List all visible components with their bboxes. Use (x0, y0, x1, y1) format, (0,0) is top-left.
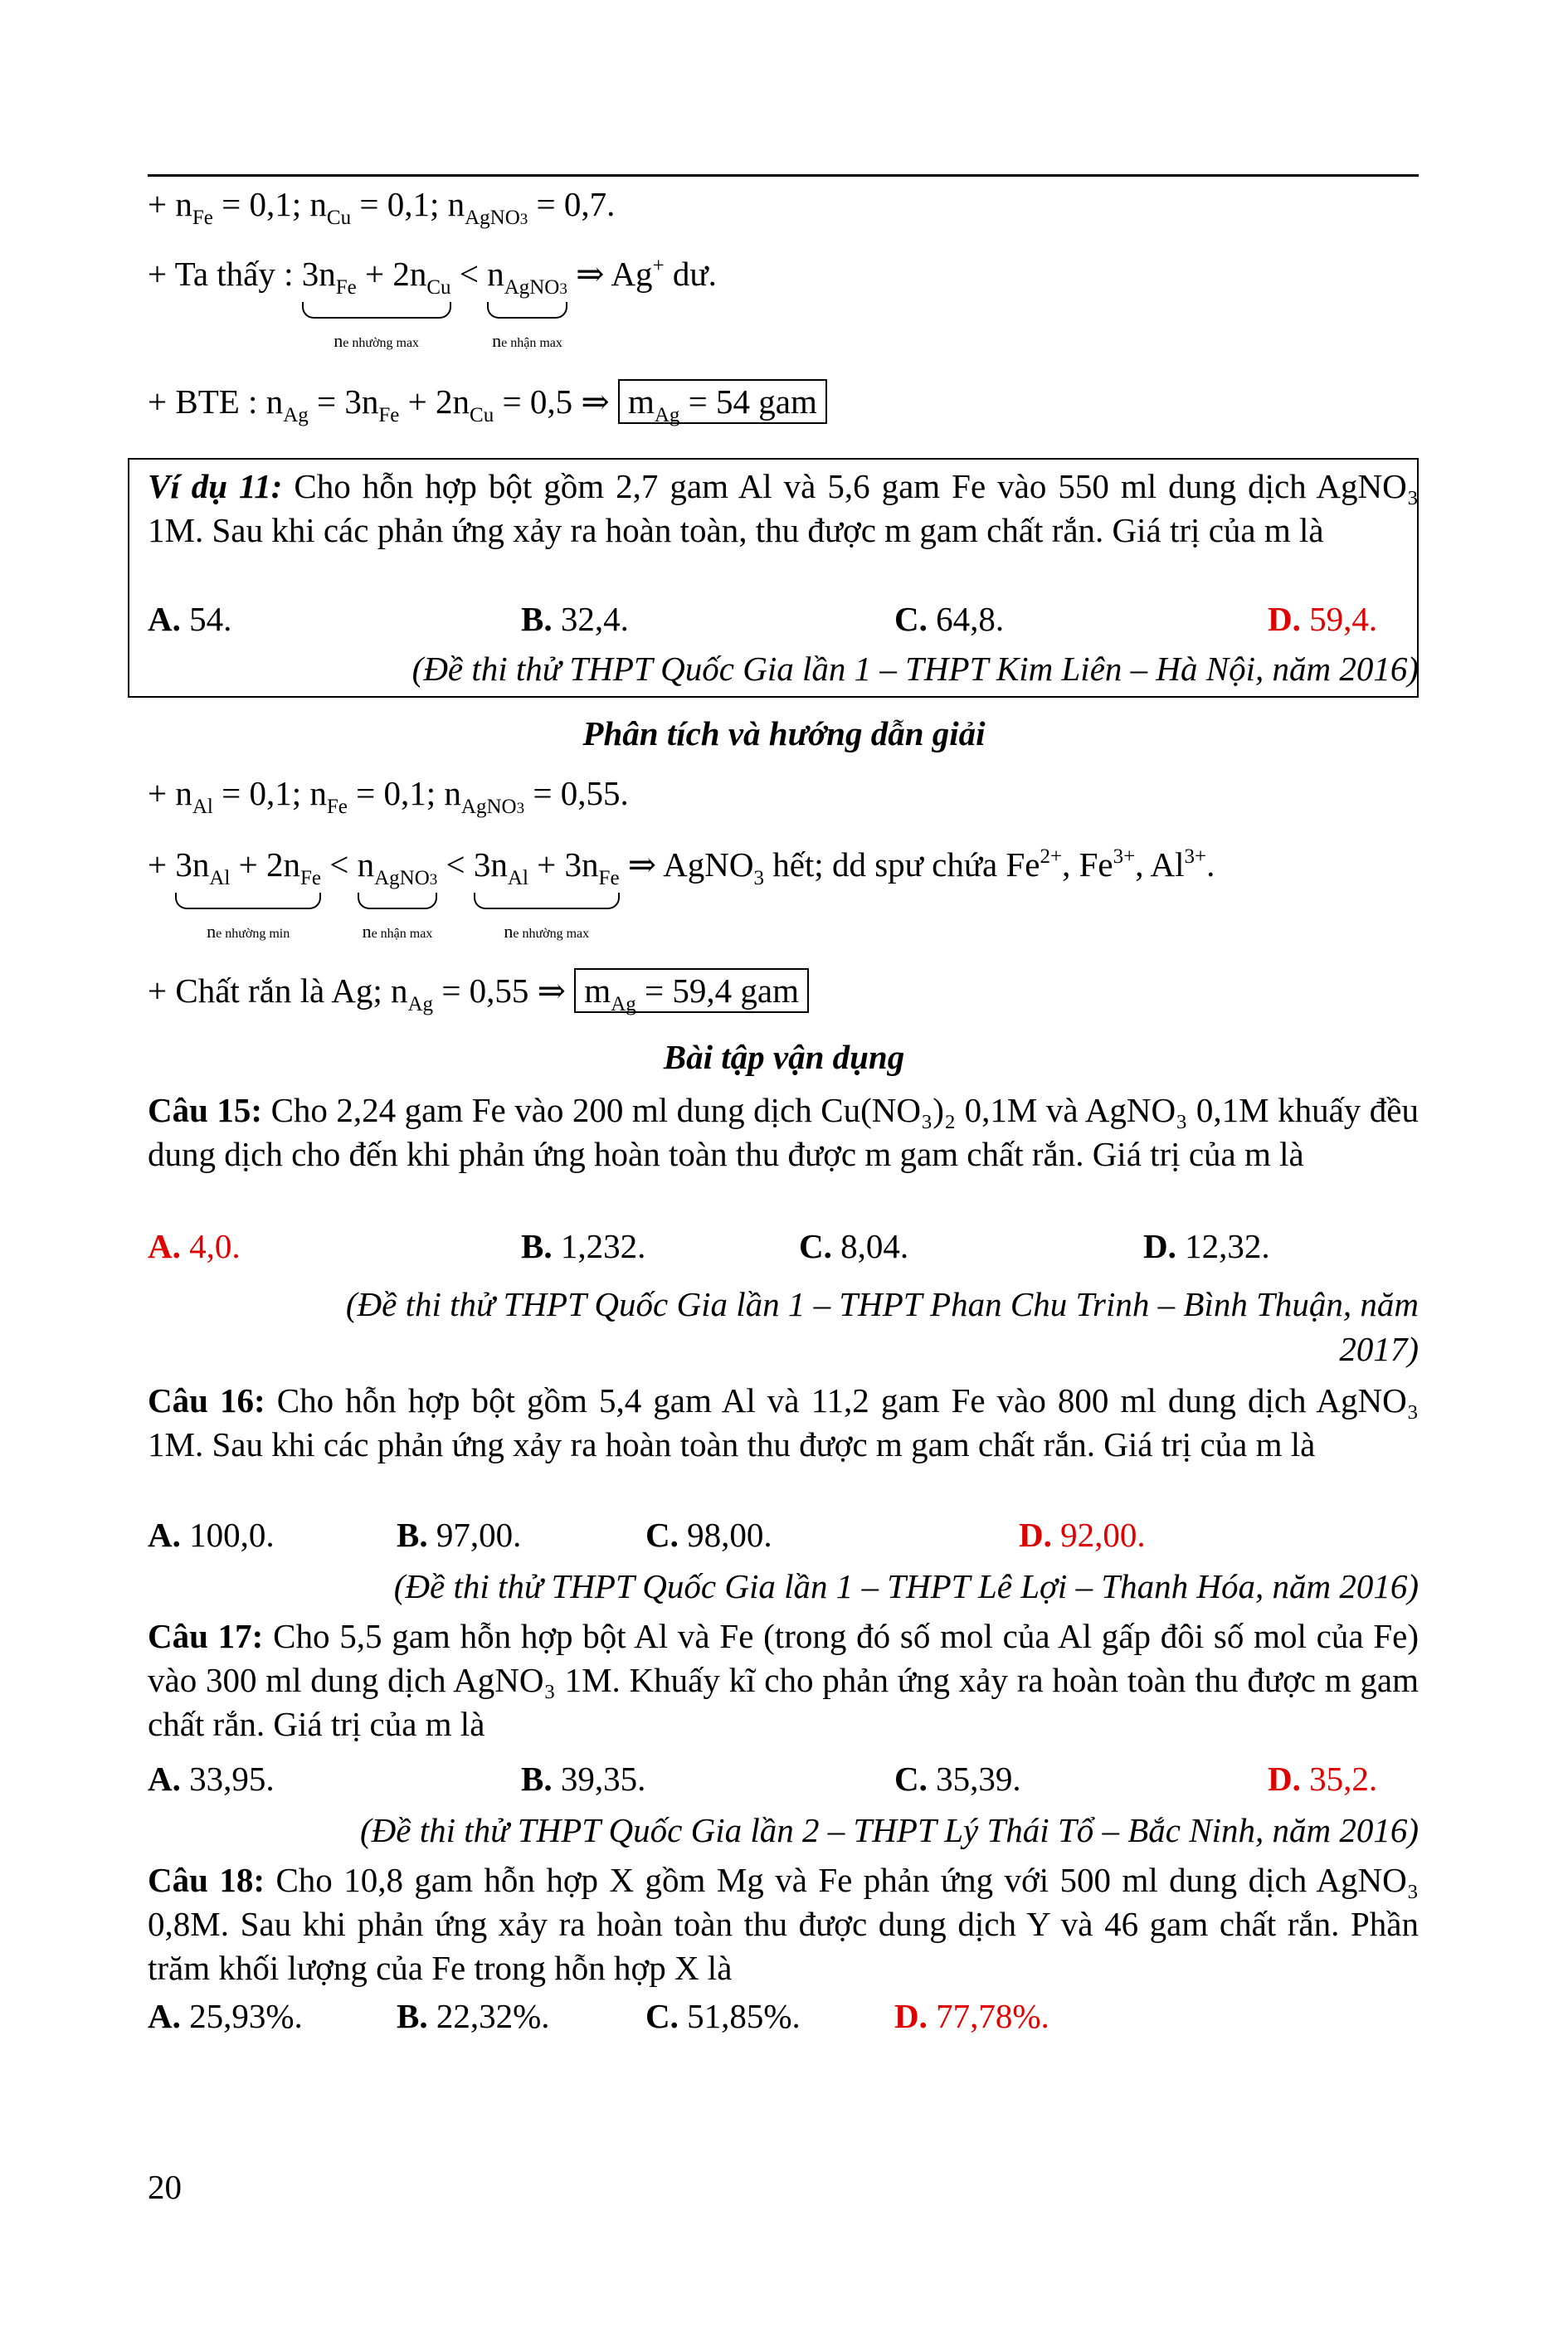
q18-option-d: D. 77,78%. (894, 1997, 1049, 2035)
q17-option-d: D. 35,2. (1268, 1760, 1378, 1798)
answer-box: $m_{Ag} = 54$ gam (618, 379, 827, 424)
solution-line-1: + $n_{Fe} = 0,1$; $n_{Cu} = 0,1$; $n_{AgNO3} = 0,7$. (148, 185, 616, 229)
example-text: Ví dụ 11: Cho hỗn hợp bột gồm 2,7 gam Al và 5,6 gam Fe vào 550 ml dung dịch AgNO₃ 1M. Sau khi các phản ứng xảy ra hoàn toàn, thu được m gam chất rắn. Giá trị của m là (148, 467, 1419, 549)
analysis-line-1: + $n_{Al} = 0,1$; $n_{Fe} = 0,1$; $n_{AgNO3} = 0,55$. (148, 774, 629, 818)
q16-option-c: C. 98,00. (645, 1516, 772, 1554)
q18-option-b: B. 22,32%. (397, 1997, 550, 2035)
analysis-heading: Phân tích và hướng dẫn giải (582, 714, 986, 752)
q15-source-line-2: 2017) (1339, 1330, 1419, 1368)
q15-option-c: C. 8,04. (799, 1227, 909, 1265)
q15-source-line-1: (Đề thi thử THPT Quốc Gia lần 1 – THPT Phan Chu Trinh – Bình Thuận, năm (345, 1285, 1419, 1323)
q17-source: (Đề thi thử THPT Quốc Gia lần 2 – THPT Lý Thái Tổ – Bắc Ninh, năm 2016) (360, 1811, 1419, 1849)
question-18-text: Câu 18: Cho 10,8 gam hỗn hợp X gồm Mg và Fe phản ứng với 500 ml dung dịch AgNO₃ 0,8M. Sau khi phản ứng xảy ra hoàn toàn thu được dung dịch Y và 46 gam chất rắn. Phần trăm khối lượng của Fe trong hỗn hợp X là (148, 1861, 1419, 1987)
q16-source: (Đề thi thử THPT Quốc Gia lần 1 – THPT Lê Lợi – Thanh Hóa, năm 2016) (393, 1567, 1419, 1605)
q17-option-b: B. 39,35. (521, 1760, 646, 1798)
analysis-answer-box: $m_{Ag} = 59,4$ gam (574, 968, 809, 1013)
q17-option-c: C. 35,39. (894, 1760, 1021, 1798)
q18-option-c: C. 51,85%. (645, 1997, 801, 2035)
example-option-d: D. 59,4. (1268, 600, 1378, 638)
analysis-line-2: + $3n_{Al} + 2n_{Fe}$ ne nhường min < $n_{AgNO3}$ ne nhận max < $3n_{Al} + 3n_{Fe}$ ne nhường max ⇒ AgNO$_3$ hết; dd spư chứa $Fe^{2+}$, $Fe^{3+}$, $Al^{3+}$. (148, 845, 1215, 942)
question-15-text: Câu 15: Cho 2,24 gam Fe vào 200 ml dung dịch Cu(NO₃)₂ 0,1M và AgNO₃ 0,1M khuấy đều dung dịch cho đến khi phản ứng hoàn toàn thu được m gam chất rắn. Giá trị của m là (148, 1091, 1419, 1173)
page-number: 20 (148, 2168, 182, 2206)
example-option-a: A. 54. (148, 600, 232, 638)
q17-option-a: A. 33,95. (148, 1760, 275, 1798)
header-rule (148, 174, 1419, 177)
question-16-text: Câu 16: Cho hỗn hợp bột gồm 5,4 gam Al và 11,2 gam Fe vào 800 ml dung dịch AgNO₃ 1M. Sau khi các phản ứng xảy ra hoàn toàn thu được m gam chất rắn. Giá trị của m là (148, 1381, 1419, 1463)
q15-option-d: D. 12,32. (1143, 1227, 1270, 1265)
example-option-c: C. 64,8. (894, 600, 1005, 638)
q16-option-d: D. 92,00. (1019, 1516, 1146, 1554)
example-source: (Đề thi thử THPT Quốc Gia lần 1 – THPT Kim Liên – Hà Nội, năm 2016) (411, 650, 1419, 688)
q15-option-b: B. 1,232. (521, 1227, 646, 1265)
q16-option-b: B. 97,00. (397, 1516, 522, 1554)
solution-line-3: + BTE : $n_{Ag} = 3n_{Fe} + 2n_{Cu} = 0,5$ ⇒ $m_{Ag} = 54$ gam (148, 382, 827, 428)
question-17-text: Câu 17: Cho 5,5 gam hỗn hợp bột Al và Fe (trong đó số mol của Al gấp đôi số mol của Fe) vào 300 ml dung dịch AgNO₃ 1M. Khuấy kĩ cho phản ứng xảy ra hoàn toàn thu được m gam chất rắn. Giá trị của m là (148, 1617, 1419, 1743)
example-option-b: B. 32,4. (521, 600, 629, 638)
exercises-heading: Bài tập vận dụng (663, 1038, 905, 1076)
analysis-line-3: + Chất rắn là Ag; $n_{Ag} = 0,55$ ⇒ $m_{Ag} = 59,4$ gam (148, 971, 809, 1017)
q15-option-a: A. 4,0. (148, 1227, 241, 1265)
solution-line-2: + Ta thấy : $3n_{Fe} + 2n_{Cu}$ ne nhường max < $n_{AgNO3}$ ne nhận max ⇒ Ag+ dư. (148, 255, 717, 351)
q18-option-a: A. 25,93%. (148, 1997, 303, 2035)
q16-option-a: A. 100,0. (148, 1516, 275, 1554)
